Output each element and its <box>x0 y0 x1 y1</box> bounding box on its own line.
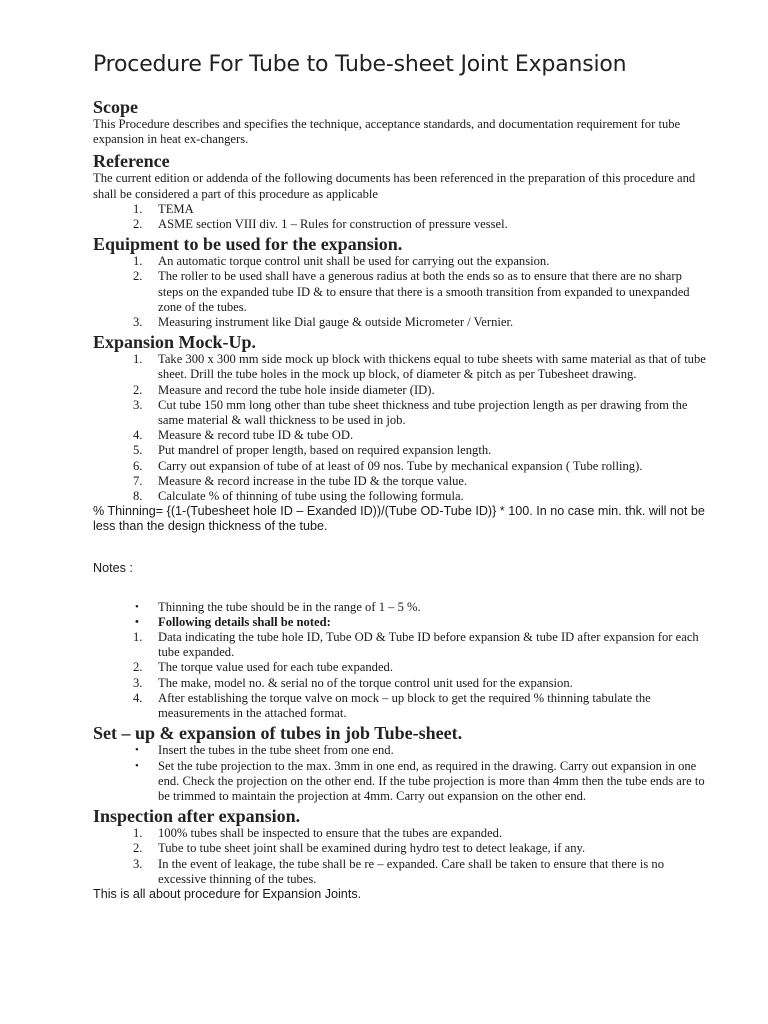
closing-text: This is all about procedure for Expansion Joints. <box>93 886 362 901</box>
list-item: 2. The torque value used for each tube expanded. <box>133 660 393 675</box>
equipment-list <box>93 254 708 330</box>
mockup-list <box>93 352 708 504</box>
notes-list <box>93 630 708 721</box>
list-item: 7. Measure & record increase in the tube ID & the torque value. <box>133 473 468 488</box>
list-item: 1. Data indicating the tube hole ID, Tube OD & Tube ID before expansion & tube ID after expansion for each tube expanded. <box>133 630 699 660</box>
list-item: 3. Measuring instrument like Dial gauge & outside Micrometer / Vernier. <box>133 315 514 330</box>
inspection-list <box>93 826 708 887</box>
list-item: 2. The roller to be used shall have a generous radius at both the ends so as to ensure that there are no sharp steps on the expanded tube ID & to ensure that there is a smooth transition from expanded to unexpanded zone of the tubes. <box>133 269 690 314</box>
section-heading-setup: Set – up & expansion of tubes in job Tube-sheet. <box>93 723 463 744</box>
list-item: 2. ASME section VIII div. 1 – Rules for construction of pressure vessel. <box>133 217 508 232</box>
list-item: • Insert the tubes in the tube sheet from one end. <box>135 743 394 758</box>
list-item: • Thinning the tube should be in the range of 1 – 5 %. <box>135 599 421 614</box>
list-item: 6. Carry out expansion of tube of at least of 09 nos. Tube by mechanical expansion ( Tube rolling). <box>133 458 643 473</box>
document-title: Procedure For Tube to Tube-sheet Joint Expansion <box>93 52 627 77</box>
list-item: 3. Cut tube 150 mm long other than tube sheet thickness and tube projection length as per drawing from the same material & wall thickness to be used in job. <box>133 397 688 428</box>
thinning-formula: % Thinning= {(1-(Tubesheet hole ID – Exanded ID))/(Tube OD-Tube ID)} * 100. In no case min. thk. will not be less than the design thickness of the tube. <box>93 504 705 534</box>
list-item: 8. Calculate % of thinning of tube using the following formula. <box>133 489 464 504</box>
list-item: 3. The make, model no. & serial no of the torque control unit used for the expansion. <box>133 675 573 690</box>
list-item: 3. In the event of leakage, the tube shall be re – expanded. Care shall be taken to ensure that there is no excessive thinning of the tubes. <box>133 856 665 886</box>
list-item: • Set the tube projection to the max. 3mm in one end, as required in the drawing. Carry out expansion in one end. Check the projection on the other end. If the tube projection is more than 4mm then the tube ends are to be trimmed to maintain the projection at 4mm. Carry out expansion on the other end. <box>135 758 705 803</box>
reference-list <box>93 202 708 232</box>
list-item: 2. Tube to tube sheet joint shall be examined during hydro test to detect leakage, if any. <box>133 841 586 856</box>
section-heading-equipment: Equipment to be used for the expansion. <box>93 234 403 255</box>
section-heading-inspection: Inspection after expansion. <box>93 806 301 827</box>
list-item: 2. Measure and record the tube hole inside diameter (ID). <box>133 382 435 397</box>
list-item: 1. TEMA <box>133 201 194 216</box>
list-item: 5. Put mandrel of proper length, based on required expansion length. <box>133 443 492 458</box>
section-heading-reference: Reference <box>93 151 170 172</box>
setup-bullets <box>93 743 708 804</box>
reference-text: The current edition or addenda of the following documents has been referenced in the preparation of this procedure and shall be considered a part of this procedure as applicable <box>93 171 696 201</box>
section-heading-mockup: Expansion Mock-Up. <box>93 332 257 353</box>
list-item: 1. Take 300 x 300 mm side mock up block with thickens equal to tube sheets with same material as that of tube sheet. Drill the tube holes in the mock up block, of diameter & pitch as per Tubesheet drawing. <box>133 352 706 382</box>
notes-label: Notes : <box>93 560 133 575</box>
list-item: • Following details shall be noted: <box>135 614 331 629</box>
notes-bullets <box>93 600 708 630</box>
scope-text: This Procedure describes and specifies the technique, acceptance standards, and documentation requirement for tube expansion in heat ex-changers. <box>93 117 681 147</box>
list-item: 4. Measure & record tube ID & tube OD. <box>133 428 354 443</box>
list-item: 4. After establishing the torque valve on mock – up block to get the required % thinning tabulate the measurements in the attached format. <box>133 690 651 721</box>
section-heading-scope: Scope <box>93 97 138 117</box>
list-item: 1. An automatic torque control unit shall be used for carrying out the expansion. <box>133 254 550 269</box>
list-item: 1. 100% tubes shall be inspected to ensure that the tubes are expanded. <box>133 826 503 841</box>
